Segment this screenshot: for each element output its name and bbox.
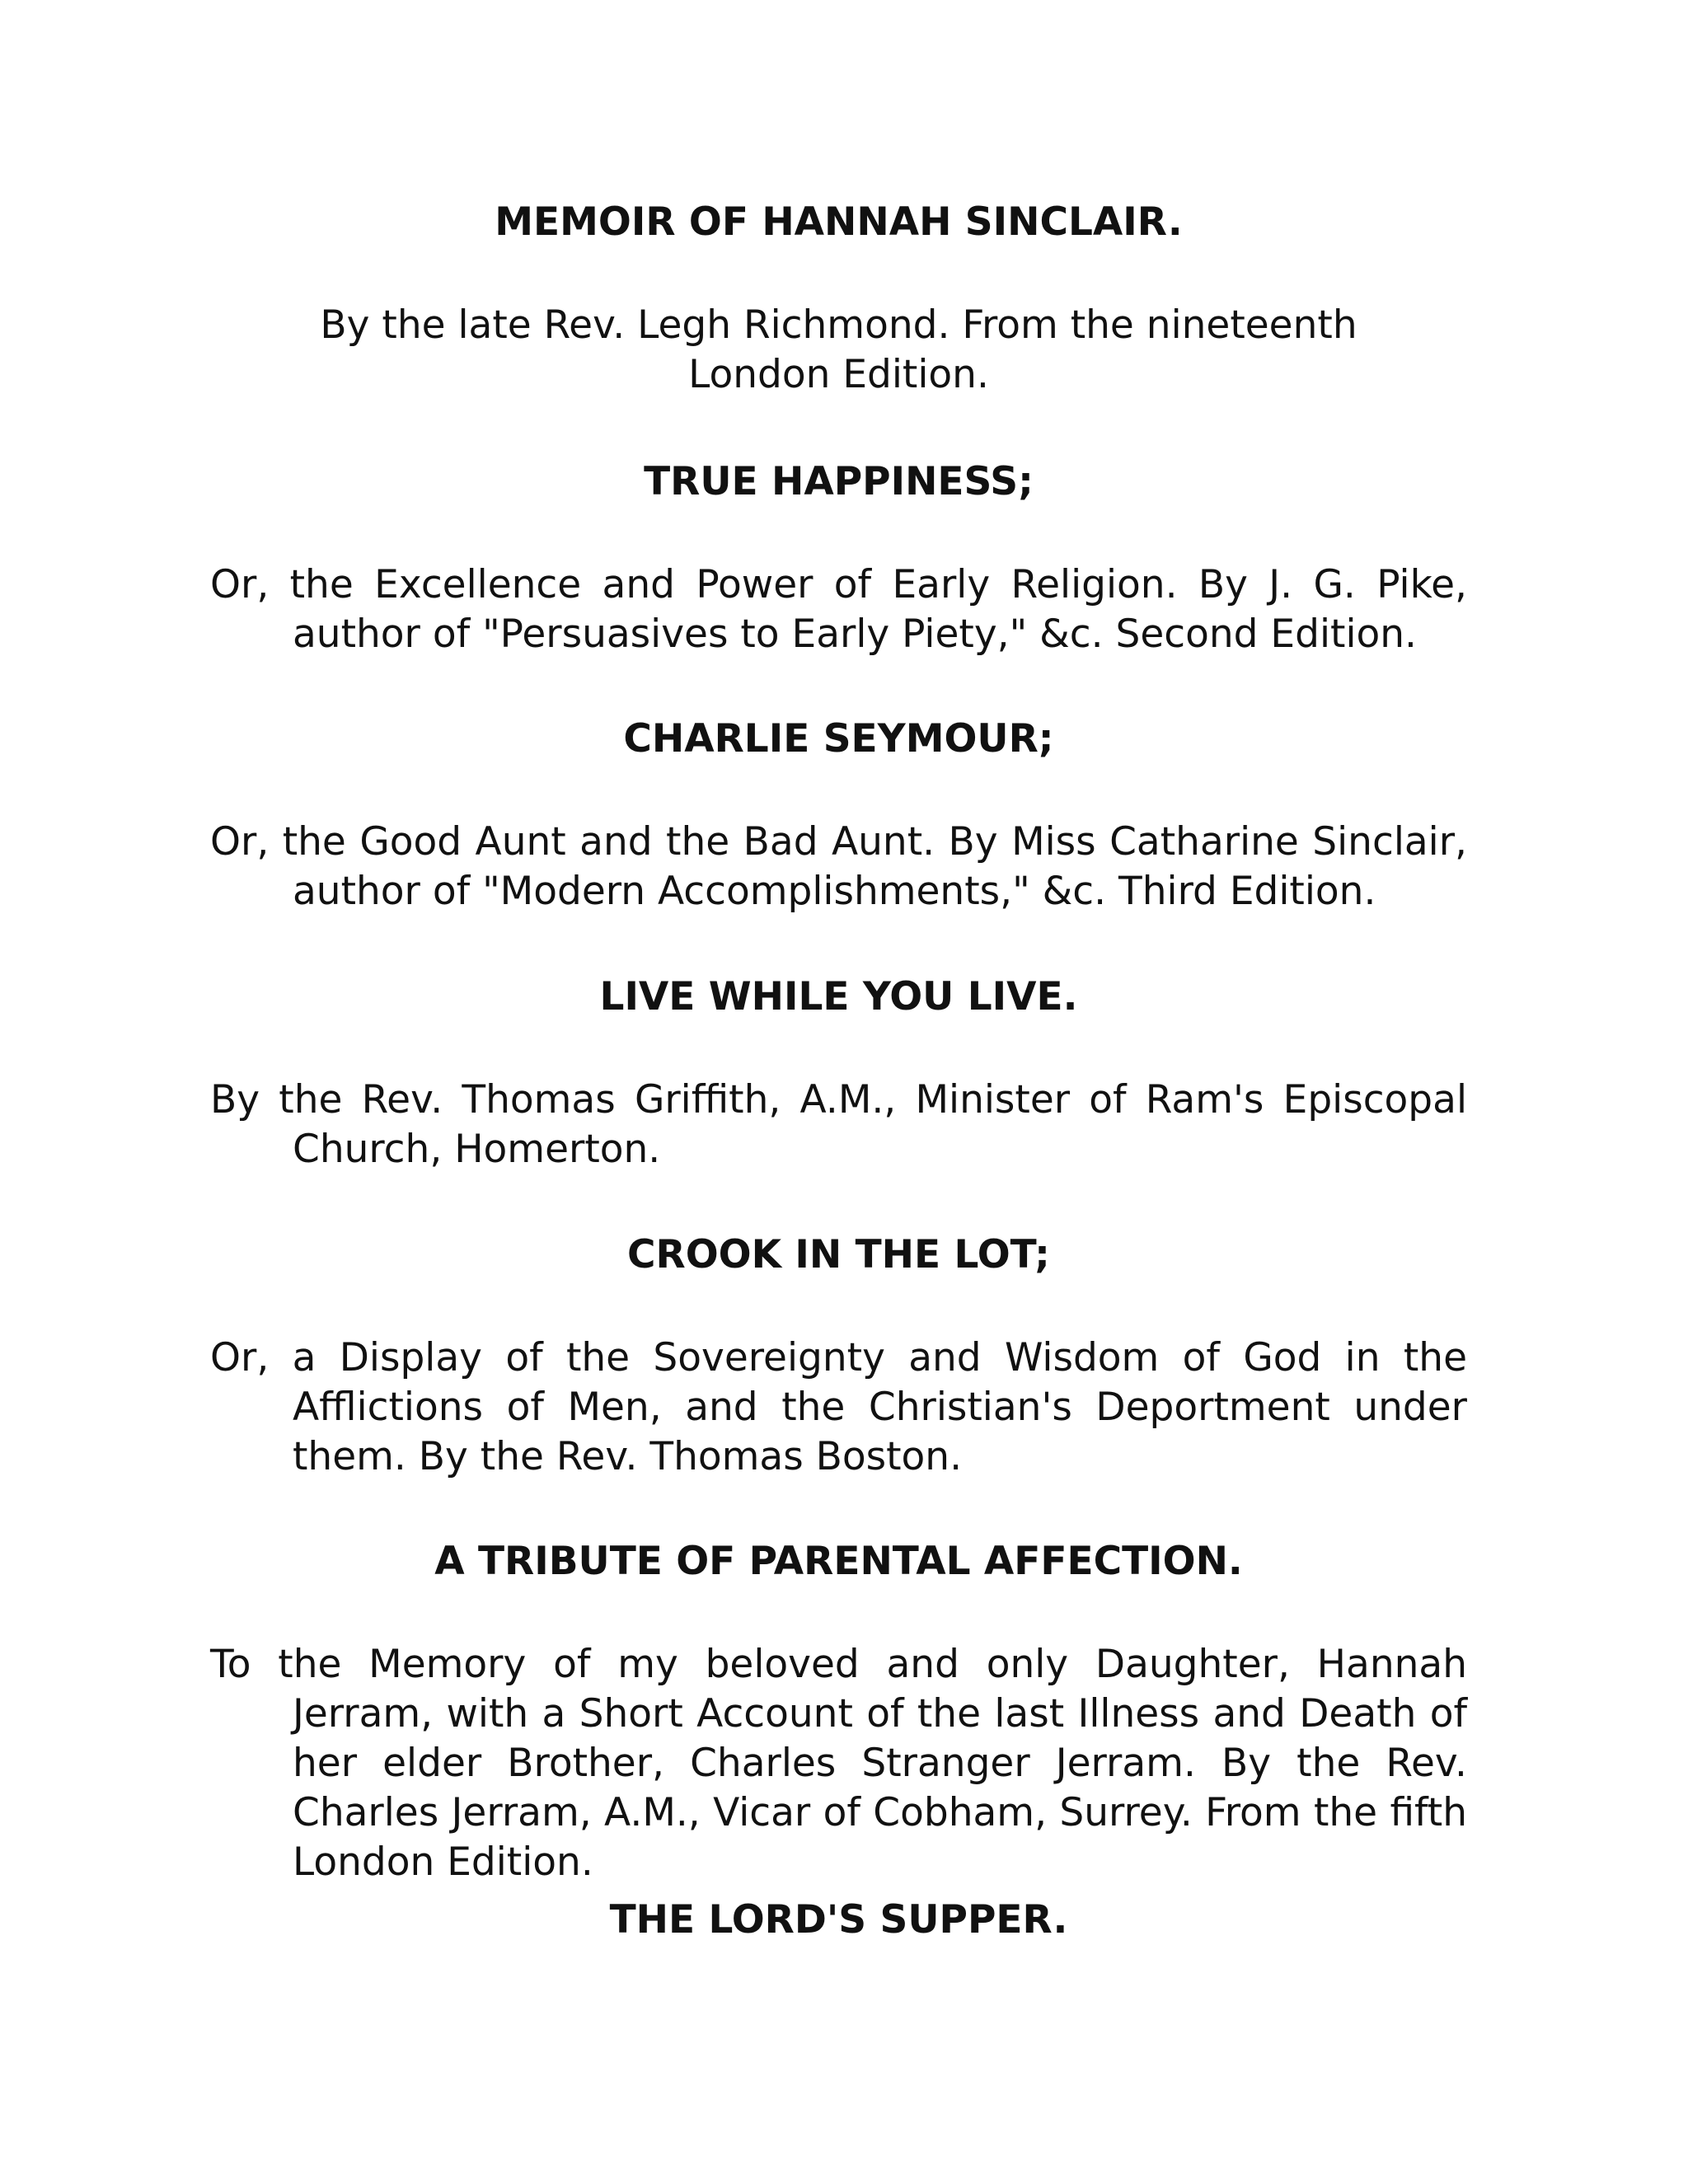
book-description: Or, a Display of the Sovereignty and Wisdom of God in the Afflictions of Men, and the Christian's Deportment under them. By the Rev. Thomas Boston. — [210, 1335, 1467, 1479]
book-description: By the Rev. Thomas Griffith, A.M., Minister of Ram's Episcopal Church, Homerton. — [210, 1077, 1467, 1172]
book-title: LIVE WHILE YOU LIVE. — [599, 974, 1078, 1019]
book-entry — [210, 198, 1467, 400]
book-title: THE LORD'S SUPPER. — [609, 1897, 1068, 1943]
book-entry — [210, 1230, 1467, 1482]
book-description: Or, the Excellence and Power of Early Religion. By J. G. Pike, author of "Persuasives to Early Piety," &c. Second Edition. — [210, 562, 1467, 657]
book-entry — [210, 457, 1467, 659]
book-title: MEMOIR OF HANNAH SINCLAIR. — [495, 199, 1183, 245]
book-title: CHARLIE SEYMOUR; — [623, 716, 1054, 762]
book-description: To the Memory of my beloved and only Daughter, Hannah Jerram, with a Short Account of the last Illness and Death of her elder Brother, Charles Stranger Jerram. By the Rev. Charles Jerram, A.M., Vicar of Cobham, Surrey. From the fifth London Edition. — [210, 1642, 1467, 1885]
book-entry — [210, 972, 1467, 1174]
book-entry — [210, 1896, 1467, 1945]
book-description: Or, the Good Aunt and the Bad Aunt. By Miss Catharine Sinclair, author of "Modern Accomplishments," &c. Third Edition. — [210, 819, 1467, 914]
book-entry — [210, 1537, 1467, 1887]
book-title: TRUE HAPPINESS; — [644, 459, 1034, 504]
book-title: CROOK IN THE LOT; — [627, 1232, 1050, 1277]
book-entry — [210, 715, 1467, 916]
book-title: A TRIBUTE OF PARENTAL AFFECTION. — [434, 1539, 1243, 1584]
book-description: By the late Rev. Legh Richmond. From the nineteenth London Edition. — [320, 302, 1357, 397]
